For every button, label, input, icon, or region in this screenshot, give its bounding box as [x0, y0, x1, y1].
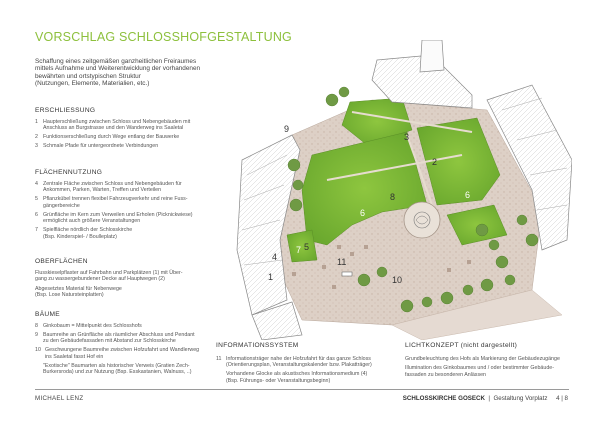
list-item — [35, 212, 235, 225]
footer-info: SCHLOSSKIRCHE GOSECK | Gestaltung Vorplatz 4 | 8 — [402, 395, 568, 402]
item-text: "Exotische" Baumarten als historischer Verweis (Gratien Zech- — [43, 362, 190, 369]
list-item — [216, 356, 401, 369]
paragraph-line: Grundbeleuchtung des Hofs als Markierung der Gebäudezugänge — [405, 356, 560, 362]
paragraph-line: Abgesetztes Material für Nebenwege — [35, 285, 122, 292]
list-item — [35, 143, 235, 149]
item-text: Grünfläche im Kern zum Verweilen und Erholen (Picknickwiese) — [43, 211, 193, 218]
plan-label-11: 11 — [337, 257, 347, 267]
section-heading: OBERFLÄCHEN — [35, 258, 88, 265]
paragraph — [405, 365, 575, 378]
plan-label-8: 8 — [390, 192, 396, 202]
section-flaechennutzung — [35, 169, 235, 243]
item-number: 11 — [216, 356, 222, 362]
plan-label-5: 5 — [304, 242, 310, 252]
item-text: Funktionserschließung durch Wege entlang der Bauwerke — [43, 134, 180, 141]
footer-divider — [35, 389, 569, 390]
plan-label-6: 6 — [465, 190, 471, 200]
church-tower — [420, 40, 444, 72]
plan-label-2: 2 — [432, 157, 438, 167]
item-number — [35, 363, 43, 376]
item-text: Burkersroda) und zur Nutzung (Bsp. Esskastanien, Walnuss, ..) — [43, 369, 192, 376]
list-item — [35, 119, 235, 132]
item-number: 9 — [35, 332, 38, 338]
item-text: Schmale Pfade für untergeordnete Verbindungen — [43, 143, 159, 150]
item-text: Zentrale Fläche zwischen Schloss und Nebengebäuden für — [43, 181, 182, 187]
intro-line: bewährten und ortstypischen Struktur — [35, 72, 141, 80]
paragraph — [35, 286, 235, 299]
section-heading: INFORMATIONSSYSTEM — [216, 342, 299, 349]
item-text: ermöglicht auch größere Veranstaltungen — [43, 218, 141, 225]
item-text: Anschluss an Burgstrasse und den Wanderweg ins Saaletal — [43, 125, 184, 132]
section-heading: FLÄCHENNUTZUNG — [35, 169, 103, 176]
intro-line: Schaffung eines zeitgemäßen ganzheitlichen Freiraumes — [35, 58, 197, 65]
item-number — [216, 371, 226, 384]
paragraph-line: gang zu wassergebundener Decke auf Hauptwegen (2) — [35, 276, 165, 283]
site-plan-illustration — [232, 40, 572, 340]
plan-label-10: 10 — [392, 275, 403, 285]
list-item — [35, 134, 235, 140]
plan-label-1: 1 — [268, 272, 274, 282]
list-item — [35, 347, 235, 360]
lawn-left-small — [287, 230, 317, 262]
list-item — [35, 227, 235, 240]
section-heading: BÄUME — [35, 311, 60, 318]
paragraph-line: Flusskieselpflaster auf Fahrbahn und Parkplätzen (1) mit Über- — [35, 270, 183, 276]
intro-line: (Nutzungen, Elemente, Materialien, etc.) — [35, 80, 150, 88]
footer-author: MICHAEL LENZ — [35, 395, 84, 402]
item-text: ins Saaletal fasst Hof ein — [45, 353, 104, 360]
section-lichtkonzept — [405, 342, 575, 381]
paragraph-line: Illumination des Ginkobaumes und / oder bestimmter Gebäude- — [405, 365, 554, 372]
section-baeume — [35, 311, 235, 378]
page-title: VORSCHLAG SCHLOSSHOFGESTALTUNG — [35, 30, 292, 44]
item-text: Pflanzkübel trennen flexibel Fahrzeugverkehr und reine Fuss- — [43, 196, 188, 203]
item-text: Baumreihe an Grünfläche als räumlicher Abschluss und Pendant — [43, 332, 195, 338]
item-number: 6 — [35, 211, 38, 218]
section-informationssystem — [216, 342, 401, 387]
list-item — [35, 196, 235, 209]
item-text: Spielfläche nördlich der Schlosskirche — [43, 227, 133, 234]
section-heading: LICHTKONZEPT (nicht dargestellt) — [405, 342, 518, 349]
item-text: Haupterschließung zwischen Schloss und Nebengebäuden mit — [43, 119, 191, 125]
item-text: (Bsp. Führungs- oder Veranstaltungsbeginn) — [226, 377, 331, 384]
plan-label-3: 3 — [404, 132, 410, 142]
item-number: 1 — [35, 119, 38, 125]
paragraph — [35, 270, 235, 283]
intro-text — [35, 58, 230, 88]
item-number: 10 — [35, 347, 41, 354]
plan-label-9: 9 — [284, 124, 290, 134]
item-text: (Orientierungsplan, Veranstaltungskalender bzw. Plakatträger) — [226, 362, 372, 369]
item-text: Ankommen, Parken, Warten, Treffen und Verteilen — [43, 187, 162, 194]
central-plaza — [404, 202, 440, 238]
item-text: zu den Gebäudefassaden mit Abstand zur Schlosskirche — [43, 338, 176, 345]
plan-label-7: 7 — [296, 245, 302, 255]
item-text: Vorhandene Glocke als akustisches Informationsmedium (4) — [226, 371, 368, 378]
list-item — [35, 323, 235, 329]
paragraph — [405, 356, 575, 362]
item-number: 7 — [35, 227, 38, 234]
item-number: 2 — [35, 134, 38, 141]
intro-line: mittels Aufnahme und Weiterentwicklung der vorhandenen — [35, 65, 201, 73]
info-board — [342, 272, 352, 276]
item-number: 5 — [35, 196, 38, 203]
item-text: (Bsp. Kinderspiel- / Boulleplatz) — [43, 233, 117, 240]
item-text: gängerbereiche — [43, 202, 80, 209]
list-item — [35, 332, 235, 345]
item-number: 3 — [35, 143, 38, 150]
footer-project: SCHLOSSKIRCHE GOSECK — [402, 395, 485, 402]
plan-label-6: 6 — [360, 208, 366, 218]
footer-page-number: 4 | 8 — [556, 395, 568, 402]
paragraph-line: fassaden zu besonderen Anlässen — [405, 371, 486, 378]
item-number: 4 — [35, 181, 38, 187]
section-erschliessung — [35, 107, 235, 152]
item-text: Informationsträger nahe der Hofzufahrt für das ganze Schloss — [226, 356, 371, 362]
section-oberflaechen — [35, 258, 235, 302]
section-heading: ERSCHLIESSUNG — [35, 107, 96, 114]
list-item — [35, 363, 235, 376]
paragraph-line: (Bsp. Lose Natursteinplatten) — [35, 292, 104, 299]
list-item — [216, 371, 401, 384]
plan-label-4: 4 — [272, 252, 278, 262]
item-text: Geschwungene Baumreihe zwischen Hofzufahrt und Wandlerweg — [45, 347, 200, 354]
item-text: Ginkobaum = Mittelpunkt des Schlosshofs — [43, 323, 142, 329]
list-item — [35, 181, 235, 194]
footer-subtitle: Gestaltung Vorplatz — [493, 395, 548, 402]
item-number: 8 — [35, 323, 38, 329]
